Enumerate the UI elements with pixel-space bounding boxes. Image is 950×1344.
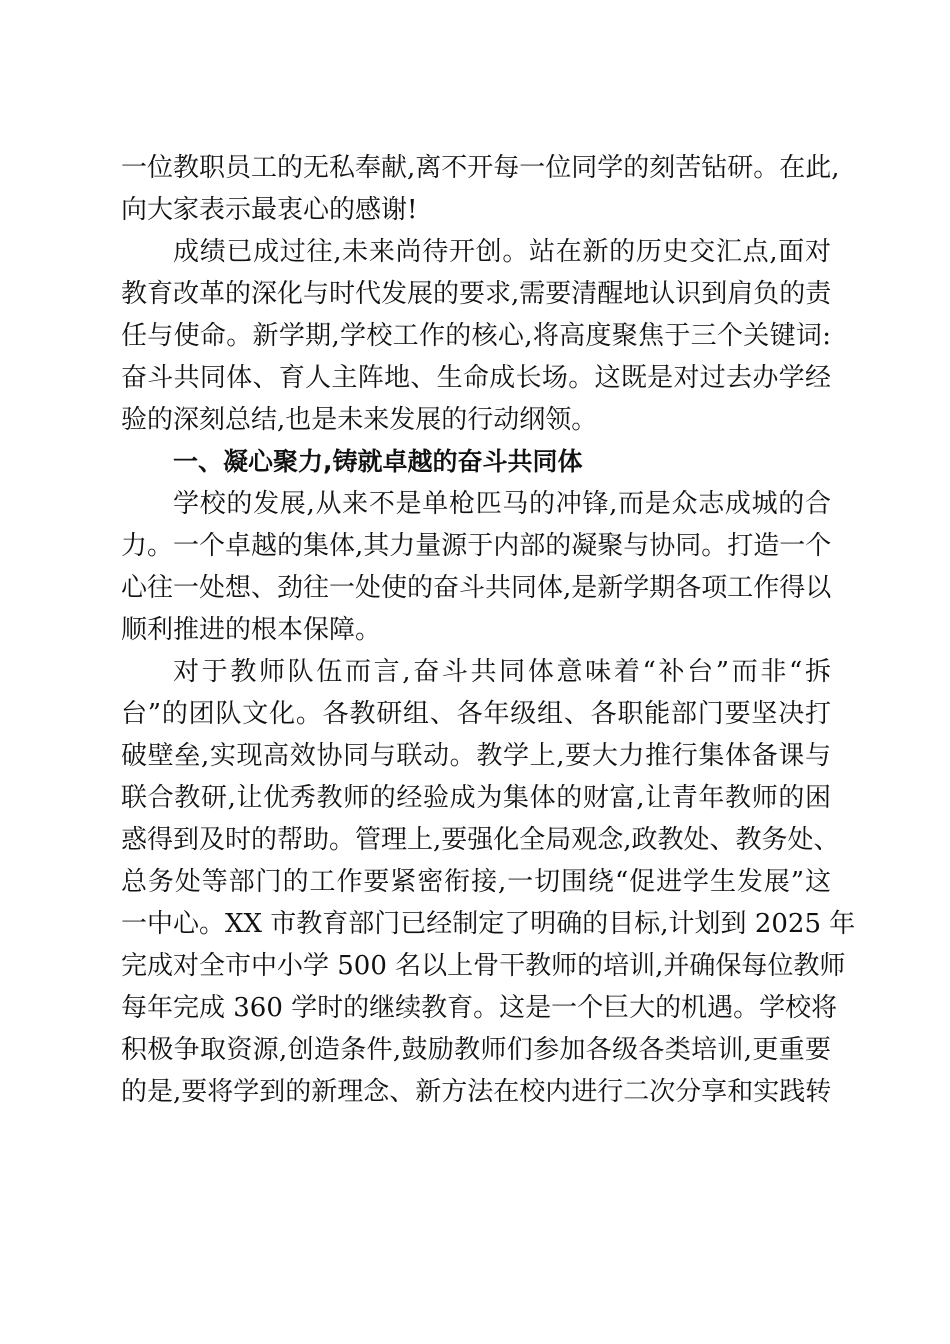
text-line: 破壁垒,实现高效协同与联动。教学上,要大力推行集体备课与 [121, 741, 831, 771]
text-line: 积极争取资源,创造条件,鼓励教师们参加各级各类培训,更重要 [121, 1035, 831, 1065]
text-line: 一中心。XX 市教育部门已经制定了明确的目标,计划到 2025 年 [121, 909, 856, 939]
text-line: 心往一处想、劲往一处使的奋斗共同体,是新学期各项工作得以 [121, 573, 832, 603]
section-heading: 一、凝心聚力,铸就卓越的奋斗共同体 [173, 447, 583, 476]
text-line: 力。一个卓越的集体,其力量源于内部的凝聚与协同。打造一个 [121, 531, 832, 561]
text-line: 奋斗共同体、育人主阵地、生命成长场。这既是对过去办学经 [121, 363, 831, 393]
text-line: 对于教师队伍而言,奋斗共同体意味着“补台”而非“拆 [173, 657, 831, 687]
text-line: 每年完成 360 学时的继续教育。这是一个巨大的机遇。学校将 [121, 993, 838, 1023]
text-line: 总务处等部门的工作要紧密衔接,一切围绕“促进学生发展”这 [121, 867, 831, 897]
text-line: 成绩已成过往,未来尚待开创。站在新的历史交汇点,面对 [173, 237, 831, 267]
text-line: 学校的发展,从来不是单枪匹马的冲锋,而是众志成城的合 [173, 489, 831, 519]
text-line: 惑得到及时的帮助。管理上,要强化全局观念,政教处、教务处、 [121, 825, 840, 855]
text-line: 任与使命。新学期,学校工作的核心,将高度聚焦于三个关键词: [121, 321, 831, 351]
text-line: 顺利推进的根本保障。 [121, 615, 382, 645]
text-line: 一位教职员工的无私奉献,离不开每一位同学的刻苦钻研。在此, [121, 153, 840, 183]
text-line: 的是,要将学到的新理念、新方法在校内进行二次分享和实践转 [121, 1077, 832, 1107]
text-line: 联合教研,让优秀教师的经验成为集体的财富,让青年教师的困 [121, 783, 831, 813]
text-line: 台”的团队文化。各教研组、各年级组、各职能部门要坚决打 [121, 699, 831, 729]
text-line: 向大家表示最衷心的感谢! [121, 195, 418, 225]
text-line: 教育改革的深化与时代发展的要求,需要清醒地认识到肩负的责 [121, 279, 832, 309]
text-line: 完成对全市中小学 500 名以上骨干教师的培训,并确保每位教师 [121, 951, 846, 981]
text-line: 验的深刻总结,也是未来发展的行动纲领。 [121, 405, 598, 435]
